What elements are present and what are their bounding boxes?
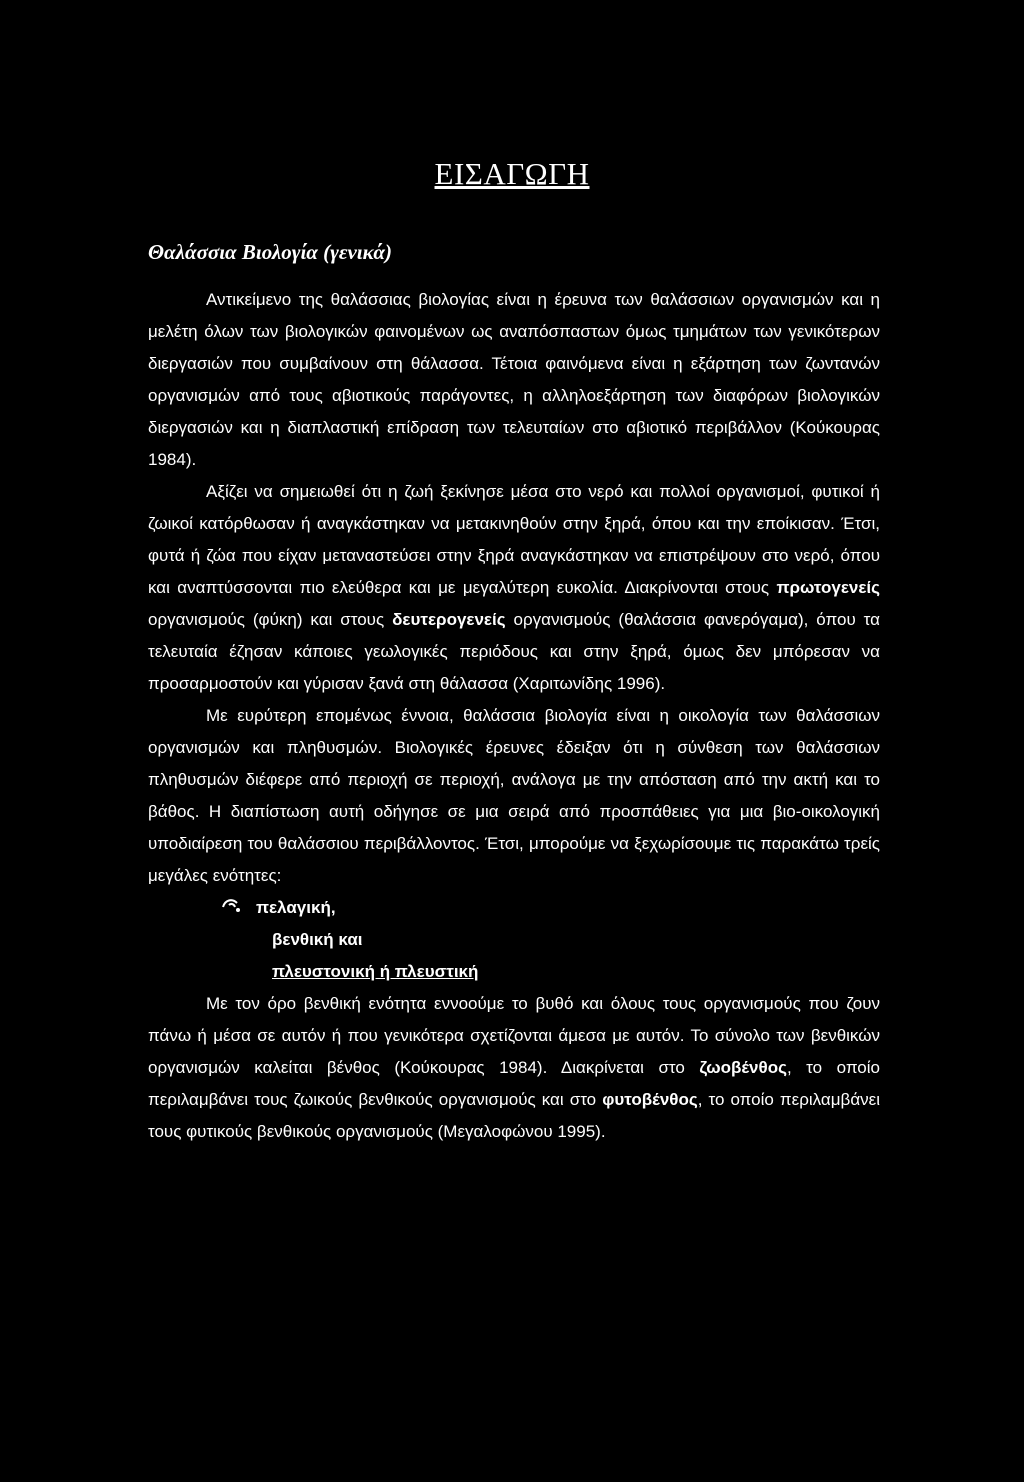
bullet-icon — [220, 894, 242, 916]
zones-list — [148, 892, 880, 988]
section-heading: Θαλάσσια Βιολογία (γενικά) — [148, 240, 392, 264]
paragraph-4: Με τον όρο βενθική ενότητα εννοούμε το βυθό και όλους τους οργανισμούς που ζουν πάνω ή μέσα σε αυτόν ή που γενικότερα σχετίζονται άμεσα με αυτόν. Το σύνολο των βενθικών οργανισμών καλείται βένθος (Κούκουρας 1984). Διακρίνεται στο ζωοβένθος, το οποίο περιλαμβάνει τους ζωικούς βενθικούς οργανισμούς και στο φυτοβένθος, το οποίο περιλαμβάνει τους φυτικούς βενθικούς οργανισμούς (Μεγαλοφώνου 1995). — [148, 994, 881, 1141]
page-title: ΕΙΣΑΓΩΓΗ — [434, 156, 590, 191]
paragraph-3: Με ευρύτερη επομένως έννοια, θαλάσσια βιολογία είναι η οικολογία των θαλάσσιων οργανισμών και πληθυσμών. Βιολογικές έρευνες έδειξαν ότι η σύνθεση των θαλάσσιων πληθυσμών διέφερε από περιοχή σε περιοχή, ανάλογα με την απόσταση από την ακτή και το βάθος. Η διαπίστωση αυτή οδήγησε σε μια σειρά από προσπάθειες για μια βιο-οικολογική υποδιαίρεση του θαλάσσιου περιβάλλοντος. Έτσι, μπορούμε να ξεχωρίσουμε τις παρακάτω τρείς μεγάλες ενότητες: — [148, 706, 880, 885]
bold-term-secondary: δευτερογενείς — [392, 610, 506, 629]
list-item: βενθική και — [272, 930, 363, 949]
list-item: πλευστονική ή πλευστική — [272, 962, 479, 981]
bold-term-zoobenthos: ζωοβένθος — [699, 1058, 787, 1077]
paragraph-2: Αξίζει να σημειωθεί ότι η ζωή ξεκίνησε μέσα στο νερό και πολλοί οργανισμοί, φυτικοί ή ζωικοί κατόρθωσαν ή αναγκάστηκαν να μετακινηθούν στην ξηρά, όπου και την εποίκισαν. Έτσι, φυτά ή ζώα που είχαν μεταναστεύσει στην ξηρά αναγκάστηκαν να επιστρέψουν στο νερό, όπου και αναπτύσσονται πιο ελεύθερα και με μεγαλύτερη ευκολία. Διακρίνονται στους πρωτογενείς οργανισμούς (φύκη) και στους δευτερογενείς οργανισμούς (θαλάσσια φανερόγαμα), όπου τα τελευταία έζησαν κάποιες γεωλογικές περιόδους και στην ξηρά, όμως δεν μπόρεσαν να προσαρμοστούν και γύρισαν ξανά στη θάλασσα (Χαριτωνίδης 1996). — [148, 482, 880, 693]
bold-term-primary: πρωτογενείς — [776, 578, 880, 597]
body-text — [148, 284, 880, 1148]
bold-term-phytobenthos: φυτοβένθος — [602, 1090, 698, 1109]
list-item: πελαγική, — [220, 892, 880, 924]
paragraph-1: Αντικείμενο της θαλάσσιας βιολογίας είναι η έρευνα των θαλάσσιων οργανισμών και η μελέτη όλων των βιολογικών φαινομένων ως αναπόσπαστων όμως τμημάτων των γενικότερων διεργασιών που συμβαίνουν στη θάλασσα. Τέτοια φαινόμενα είναι η εξάρτηση των ζωντανών οργανισμών από τους αβιοτικούς παράγοντες, η αλληλοεξάρτηση των διαφόρων βιολογικών διεργασιών και η διαπλαστική επίδραση των τελευταίων στο αβιοτικό περιβάλλον (Κούκουρας 1984). — [148, 290, 880, 469]
